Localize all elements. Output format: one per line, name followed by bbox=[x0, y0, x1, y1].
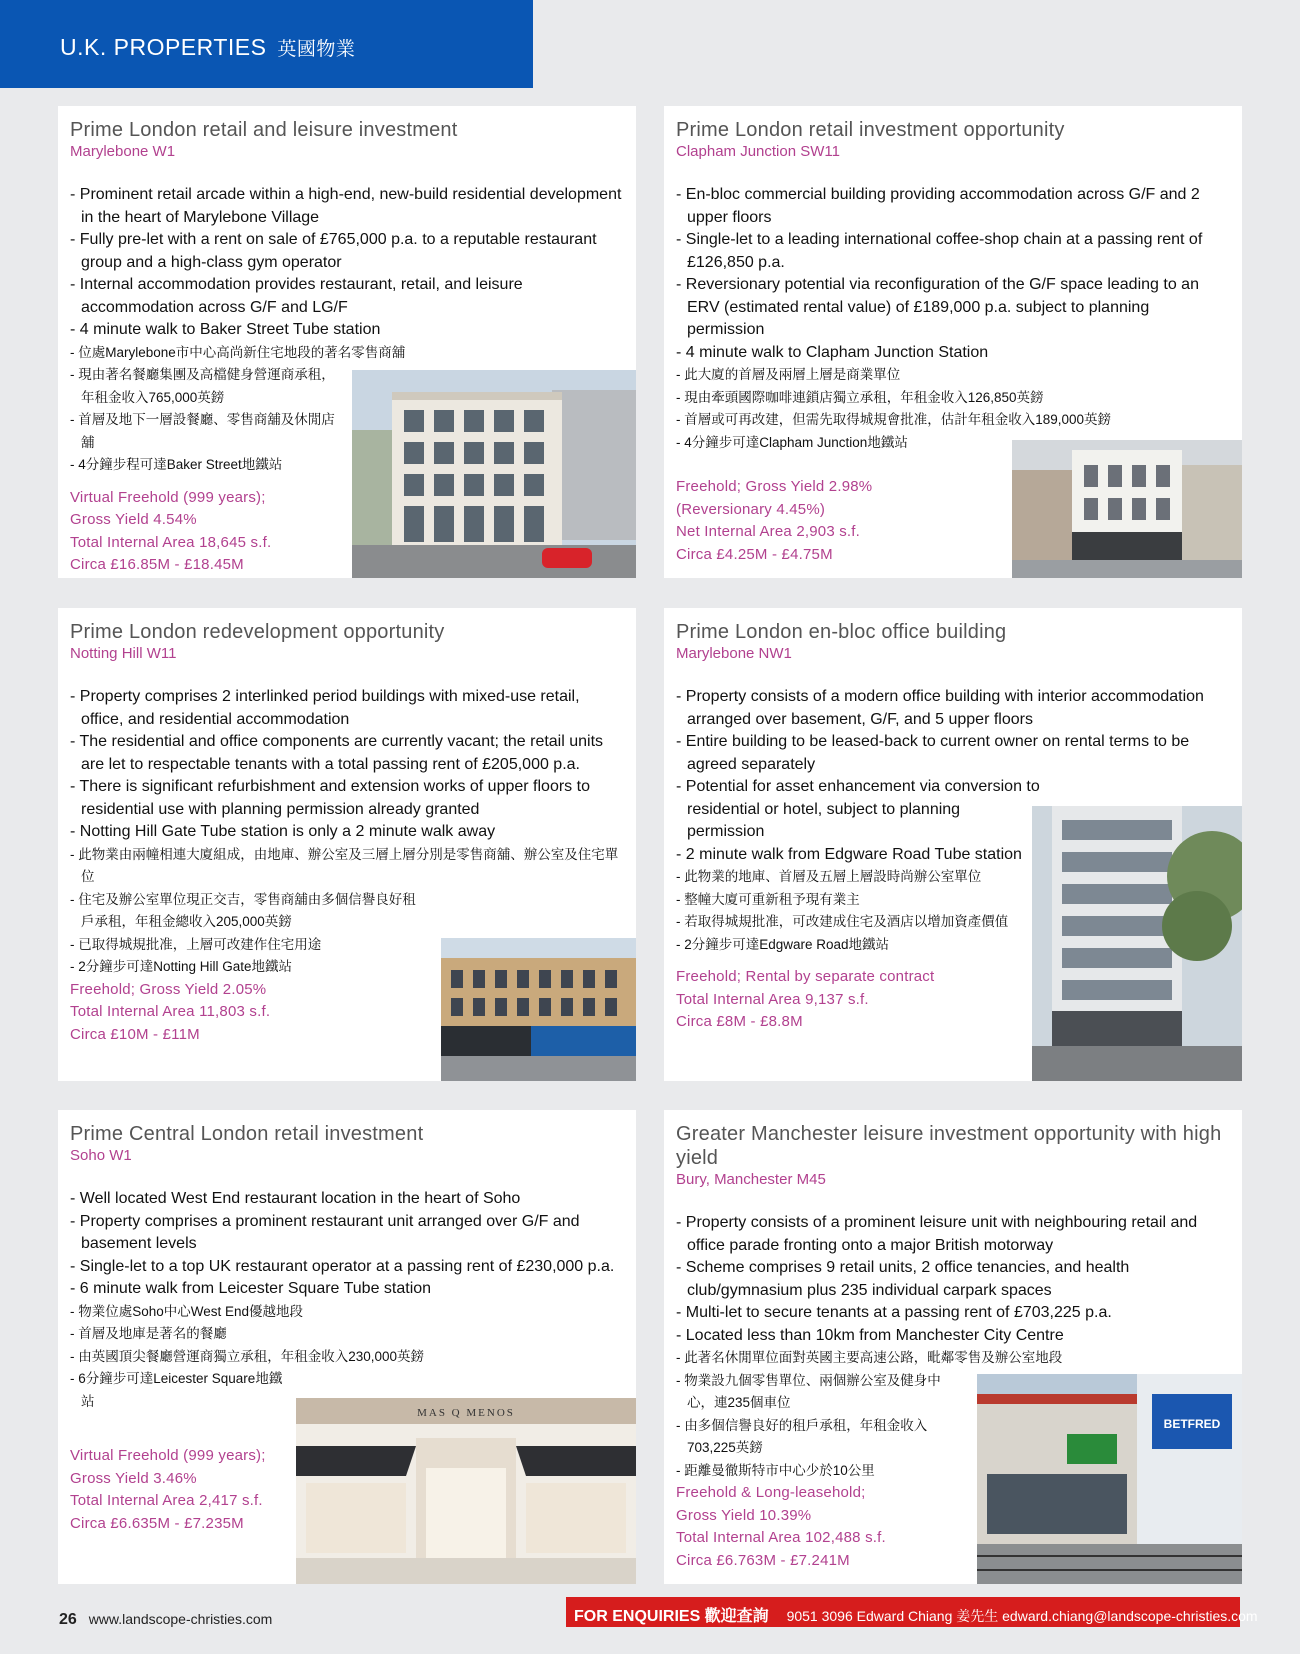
shop-sign: BETFRED bbox=[1163, 1417, 1221, 1431]
bullet: - Property consists of a prominent leisure unit with neighbouring retail and office parade fronting onto a major British motorway bbox=[676, 1214, 1198, 1254]
bullet-zh: - 現由著名餐廳集團及高檔健身營運商承租，年租金收入765,000英鎊 bbox=[70, 367, 335, 405]
section-title-zh: 英國物業 bbox=[277, 39, 356, 60]
bullet-zh: - 此物業的地庫、首層及五層上層設時尚辦公室單位 bbox=[676, 869, 982, 884]
fact: Circa £10M - £11M bbox=[70, 1025, 200, 1043]
bullet: - Entire building to be leased-back to current owner on rental terms to be agreed separately bbox=[676, 733, 1190, 773]
bullet-zh: - 此著名休閒單位面對英國主要高速公路，毗鄰零售及辦公室地段 bbox=[676, 1350, 1063, 1365]
bullet-zh: - 現由牽頭國際咖啡連鎖店獨立承租，年租金收入126,850英鎊 bbox=[676, 389, 1044, 405]
bullet: - Single-let to a top UK restaurant operator at a passing rent of £230,000 p.a. bbox=[70, 1257, 615, 1275]
page-number: 26 bbox=[59, 1611, 77, 1628]
fact: Net Internal Area 2,903 s.f. bbox=[676, 523, 861, 540]
enquiry-bar bbox=[566, 1597, 1258, 1627]
bullet: - 4 minute walk to Baker Street Tube station bbox=[70, 321, 381, 338]
bullet-zh: - 4分鐘步可達Clapham Junction地鐵站 bbox=[676, 434, 908, 450]
fact: Total Internal Area 9,137 s.f. bbox=[676, 990, 869, 1008]
fact: Gross Yield 3.46% bbox=[70, 1469, 197, 1487]
fact: Circa £16.85M - £18.45M bbox=[70, 556, 244, 573]
property-photo bbox=[1012, 440, 1242, 578]
fact: Freehold; Gross Yield 2.05% bbox=[70, 980, 267, 998]
property-photo bbox=[977, 1374, 1242, 1584]
fact: Circa £6.635M - £7.235M bbox=[70, 1514, 244, 1532]
bullet-zh: - 由多個信譽良好的租戶承租，年租金收入703,225英鎊 bbox=[676, 1417, 928, 1455]
property-card-clapham-junction bbox=[664, 106, 1242, 578]
card-title: Prime London retail investment opportunity bbox=[676, 119, 1065, 141]
bullet-list bbox=[70, 686, 624, 979]
card-location: Marylebone W1 bbox=[70, 143, 176, 160]
bullet-zh: - 2分鐘步可達Notting Hill Gate地鐵站 bbox=[70, 959, 293, 974]
bullet: - Property consists of a modern office building with interior accommodation arranged over basement, G/F, and 5 upper floors bbox=[676, 688, 1204, 728]
bullet-list bbox=[70, 1188, 624, 1413]
property-photo bbox=[352, 370, 636, 578]
bullet-zh: - 此物業由兩幢相連大廈組成，由地庫、辦公室及三層上層分別是零售商舖、辦公室及住宅單位 bbox=[70, 846, 619, 884]
fact: Virtual Freehold (999 years); bbox=[70, 1447, 266, 1464]
bullet-zh: - 6分鐘步可達Leicester Square地鐵站 bbox=[70, 1371, 283, 1409]
bullet-zh: - 4分鐘步程可達Baker Street地鐵站 bbox=[70, 457, 283, 472]
section-title: U.K. PROPERTIES bbox=[60, 34, 267, 60]
card-title: Prime London en-bloc office building bbox=[676, 621, 1007, 643]
bullet: - Potential for asset enhancement via conversion to residential or hotel, subject to planning permission bbox=[676, 778, 1040, 840]
bullet: - Located less than 10km from Manchester City Centre bbox=[676, 1326, 1064, 1344]
bullet-zh: - 住宅及辦公室單位現正交吉，零售商舖由多個信譽良好租戶承租，年租金總收入205,000英鎊 bbox=[70, 891, 416, 929]
bullet-zh: - 此大廈的首層及兩層上層是商業單位 bbox=[676, 367, 901, 382]
property-card-marylebone-w1 bbox=[58, 106, 636, 578]
bullet: - Prominent retail arcade within a high-end, new-build residential development in the heart of Marylebone Village bbox=[70, 186, 622, 226]
bullet: - 6 minute walk from Leicester Square Tube station bbox=[70, 1280, 432, 1297]
bullet: - Well located West End restaurant location in the heart of Soho bbox=[70, 1190, 521, 1207]
fact: Gross Yield 10.39% bbox=[676, 1506, 812, 1524]
fact: Freehold; Rental by separate contract bbox=[676, 968, 935, 985]
fact: Circa £4.25M - £4.75M bbox=[676, 545, 833, 563]
fact: Gross Yield 4.54% bbox=[70, 511, 197, 528]
bullet: - 2 minute walk from Edgware Road Tube station bbox=[676, 845, 1022, 863]
bullet-zh: - 已取得城規批准，上層可改建作住宅用途 bbox=[70, 936, 322, 952]
bullet: - Scheme comprises 9 retail units, 2 office tenancies, and health club/gymnasium plus 235 individual carpark spaces bbox=[676, 1259, 1130, 1299]
bullet-zh: - 2分鐘步可達Edgware Road地鐵站 bbox=[676, 936, 890, 952]
bullet: - Property comprises 2 interlinked period buildings with mixed-use retail, office, and residential accommodation bbox=[70, 688, 580, 728]
bullet-list bbox=[676, 184, 1230, 454]
property-card-notting-hill bbox=[58, 608, 636, 1081]
card-location: Notting Hill W11 bbox=[70, 645, 177, 662]
card-location: Clapham Junction SW11 bbox=[676, 143, 840, 160]
fact: Total Internal Area 102,488 s.f. bbox=[676, 1529, 886, 1546]
fact: Total Internal Area 11,803 s.f. bbox=[70, 1003, 271, 1020]
property-card-marylebone-nw1 bbox=[664, 608, 1242, 1081]
bullet: - Reversionary potential via reconfiguration of the G/F space leading to an ERV (estimated rental value) of £189,000 p.a. subject to planning permission bbox=[676, 276, 1199, 338]
bullet-zh: - 距離曼徹斯特市中心少於10公里 bbox=[676, 1462, 875, 1478]
bullet-zh: - 首層或可再改建，但需先取得城規會批准，估計年租金收入189,000英鎊 bbox=[676, 412, 1112, 427]
bullet: - Single-let to a leading international coffee-shop chain at a passing rent of £126,850 p.a. bbox=[676, 231, 1203, 271]
bullet-zh: - 物業位處Soho中心West End優越地段 bbox=[70, 1303, 304, 1319]
property-card-bury-manchester bbox=[664, 1110, 1242, 1584]
property-photo bbox=[1032, 806, 1242, 1081]
fact: Circa £8M - £8.8M bbox=[676, 1013, 803, 1030]
bullet: - Multi-let to secure tenants at a passing rent of £703,225 p.a. bbox=[676, 1304, 1112, 1321]
section-header bbox=[0, 0, 533, 88]
enquiry-label: FOR ENQUIRIES 歡迎查詢 bbox=[574, 1608, 769, 1625]
fact: Total Internal Area 18,645 s.f. bbox=[70, 533, 272, 551]
bullet-zh: - 位處Marylebone市中心高尚新住宅地段的著名零售商舖 bbox=[70, 344, 406, 360]
card-title: Prime London retail and leisure investment bbox=[70, 119, 458, 141]
bullet: - Notting Hill Gate Tube station is only a 2 minute walk away bbox=[70, 823, 496, 840]
bullet: - Fully pre-let with a rent on sale of £765,000 p.a. to a reputable restaurant group and a high-class gym operator bbox=[70, 231, 597, 271]
bullet: - 4 minute walk to Clapham Junction Station bbox=[676, 343, 989, 361]
bullet: - There is significant refurbishment and extension works of upper floors to residential use with planning permission already granted bbox=[70, 778, 590, 818]
fact: Freehold & Long-leasehold; bbox=[676, 1484, 866, 1501]
fact: Freehold; Gross Yield 2.98% bbox=[676, 478, 873, 495]
fact: (Reversionary 4.45%) bbox=[676, 500, 826, 518]
bullet-zh: - 首層及地庫是著名的餐廳 bbox=[70, 1326, 227, 1341]
fact: Total Internal Area 2,417 s.f. bbox=[70, 1492, 263, 1509]
bullet: - Internal accommodation provides restaurant, retail, and leisure accommodation across G/F and LG/F bbox=[70, 276, 523, 316]
property-photo bbox=[441, 938, 636, 1081]
bullet-zh: - 整幢大廈可重新租予現有業主 bbox=[676, 891, 860, 907]
bullet-zh: - 若取得城規批准，可改建成住宅及酒店以增加資產價值 bbox=[676, 914, 1009, 929]
bullet-zh: - 首層及地下一層設餐廳、零售商舖及休閒店舖 bbox=[70, 412, 335, 450]
fact: Circa £6.763M - £7.241M bbox=[676, 1551, 850, 1569]
page-footer bbox=[59, 1611, 272, 1629]
bullet: - The residential and office components are currently vacant; the retail units are let to respectable tenants with a total passing rent of £205,000 p.a. bbox=[70, 733, 604, 773]
card-title: Prime London redevelopment opportunity bbox=[70, 621, 445, 643]
card-location: Soho W1 bbox=[70, 1147, 132, 1164]
bullet-zh: - 物業設九個零售單位、兩個辦公室及健身中心，連235個車位 bbox=[676, 1372, 941, 1410]
bullet: - En-bloc commercial building providing accommodation across G/F and 2 upper floors bbox=[676, 186, 1200, 226]
bullet: - Property comprises a prominent restaurant unit arranged over G/F and basement levels bbox=[70, 1212, 580, 1252]
property-photo bbox=[296, 1398, 636, 1584]
enquiry-contact[interactable]: 9051 3096 Edward Chiang 姜先生 edward.chiang@landscope-christies.com bbox=[786, 1608, 1258, 1624]
fact: Virtual Freehold (999 years); bbox=[70, 488, 266, 506]
bullet-zh: - 由英國頂尖餐廳營運商獨立承租，年租金收入230,000英鎊 bbox=[70, 1348, 425, 1364]
card-location: Bury, Manchester M45 bbox=[676, 1171, 826, 1188]
card-title: Greater Manchester leisure investment opportunity with high yield bbox=[676, 1123, 1222, 1169]
card-location: Marylebone NW1 bbox=[676, 645, 792, 662]
property-card-soho bbox=[58, 1110, 636, 1584]
card-title: Prime Central London retail investment bbox=[70, 1123, 424, 1145]
shop-sign: MAS Q MENOS bbox=[417, 1407, 515, 1419]
website-link[interactable]: www.landscope-christies.com bbox=[88, 1611, 273, 1627]
